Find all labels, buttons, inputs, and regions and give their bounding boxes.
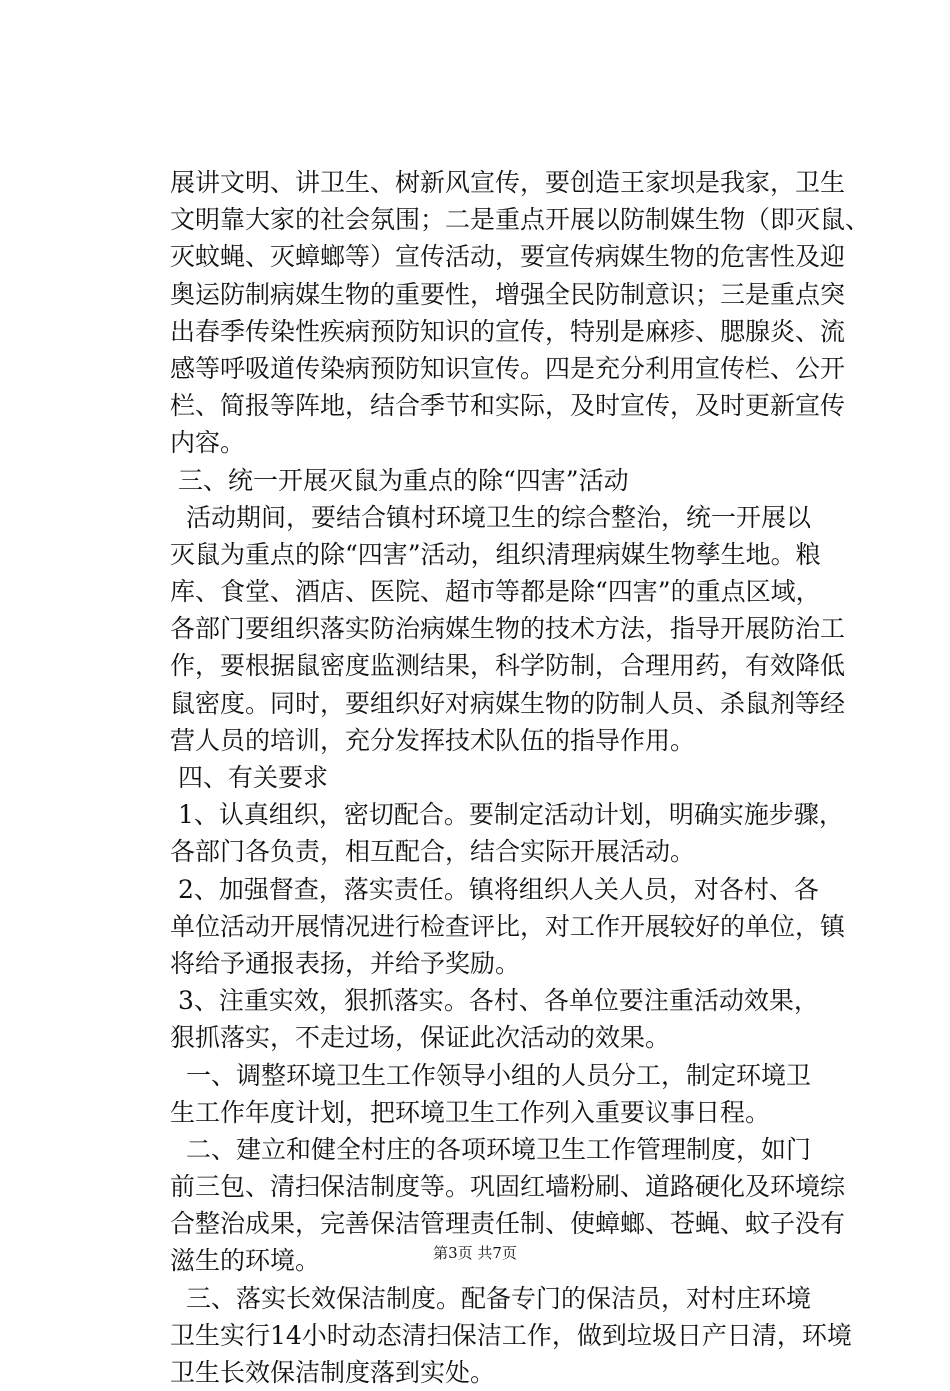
text-line: 栏、简报等阵地，结合季节和实际，及时宣传，及时更新宣传 — [170, 391, 846, 421]
text-line: 文明靠大家的社会氛围；二是重点开展以防制媒生物（即灭鼠、 — [170, 205, 871, 235]
text-line: 卫生长效保洁制度落到实处。 — [170, 1358, 496, 1387]
text-line: 2、加强督查，落实责任。镇将组织人关人员，对各村、各 — [178, 874, 819, 904]
text-line: 一、调整环境卫生工作领导小组的人员分工，制定环境卫 — [186, 1060, 812, 1090]
text-line: 活动期间，要结合镇村环境卫生的综合整治，统一开展以 — [186, 502, 812, 532]
text-line: 灭鼠为重点的除“四害”活动，组织清理病媒生物孳生地。粮 — [170, 539, 821, 569]
section-heading: 四、有关要求 — [178, 763, 329, 792]
text-line: 滋生的环境。 — [170, 1246, 321, 1276]
text-line: 三、落实长效保洁制度。配备专门的保洁员，对村庄环境 — [186, 1283, 812, 1313]
text-line: 1、认真组织，密切配合。要制定活动计划，明确实施步骤， — [178, 800, 844, 830]
page-number-footer: 第3页 共7页 — [433, 1244, 517, 1262]
text-line: 合整治成果，完善保洁管理责任制、使蟑螂、苍蝇、蚊子没有 — [170, 1209, 846, 1239]
text-line: 作，要根据鼠密度监测结果，科学防制，合理用药，有效降低 — [170, 651, 846, 681]
text-line: 营人员的培训，充分发挥技术队伍的指导作用。 — [170, 725, 696, 755]
text-line: 内容。 — [170, 428, 246, 458]
text-line: 3、注重实效，狠抓落实。各村、各单位要注重活动效果， — [178, 986, 819, 1016]
text-line: 前三包、清扫保洁制度等。巩固红墙粉刷、道路硬化及环境综 — [170, 1172, 846, 1202]
text-line: 将给予通报表扬，并给予奖励。 — [170, 948, 521, 978]
text-line: 各部门要组织落实防治病媒生物的技术方法，指导开展防治工 — [170, 614, 846, 644]
text-line: 生工作年度计划，把环境卫生工作列入重要议事日程。 — [170, 1097, 771, 1127]
text-line: 出春季传染性疾病预防知识的宣传，特别是麻疹、腮腺炎、流 — [170, 316, 846, 346]
text-line: 各部门各负责，相互配合，结合实际开展活动。 — [170, 837, 696, 867]
text-line: 灭蚊蝇、灭蟑螂等）宣传活动，要宣传病媒生物的危害性及迎 — [170, 242, 846, 272]
text-line: 二、建立和健全村庄的各项环境卫生工作管理制度，如门 — [186, 1134, 812, 1164]
text-line: 狠抓落实，不走过场，保证此次活动的效果。 — [170, 1023, 671, 1053]
text-line: 卫生实行14小时动态清扫保洁工作，做到垃圾日产日清，环境 — [170, 1320, 852, 1350]
text-line: 鼠密度。同时，要组织好对病媒生物的防制人员、杀鼠剂等经 — [170, 688, 846, 718]
text-line: 奥运防制病媒生物的重要性，增强全民防制意识；三是重点突 — [170, 279, 846, 309]
document-body — [170, 164, 871, 1391]
section-heading: 三、统一开展灭鼠为重点的除“四害”活动 — [178, 465, 629, 495]
text-line: 展讲文明、讲卫生、树新风宣传，要创造王家坝是我家，卫生 — [170, 168, 846, 197]
text-line: 库、食堂、酒店、医院、超市等都是除“四害”的重点区域， — [170, 577, 821, 607]
text-line: 单位活动开展情况进行检查评比，对工作开展较好的单位，镇 — [170, 911, 846, 941]
text-line: 感等呼吸道传染病预防知识宣传。四是充分利用宣传栏、公开 — [170, 353, 846, 383]
